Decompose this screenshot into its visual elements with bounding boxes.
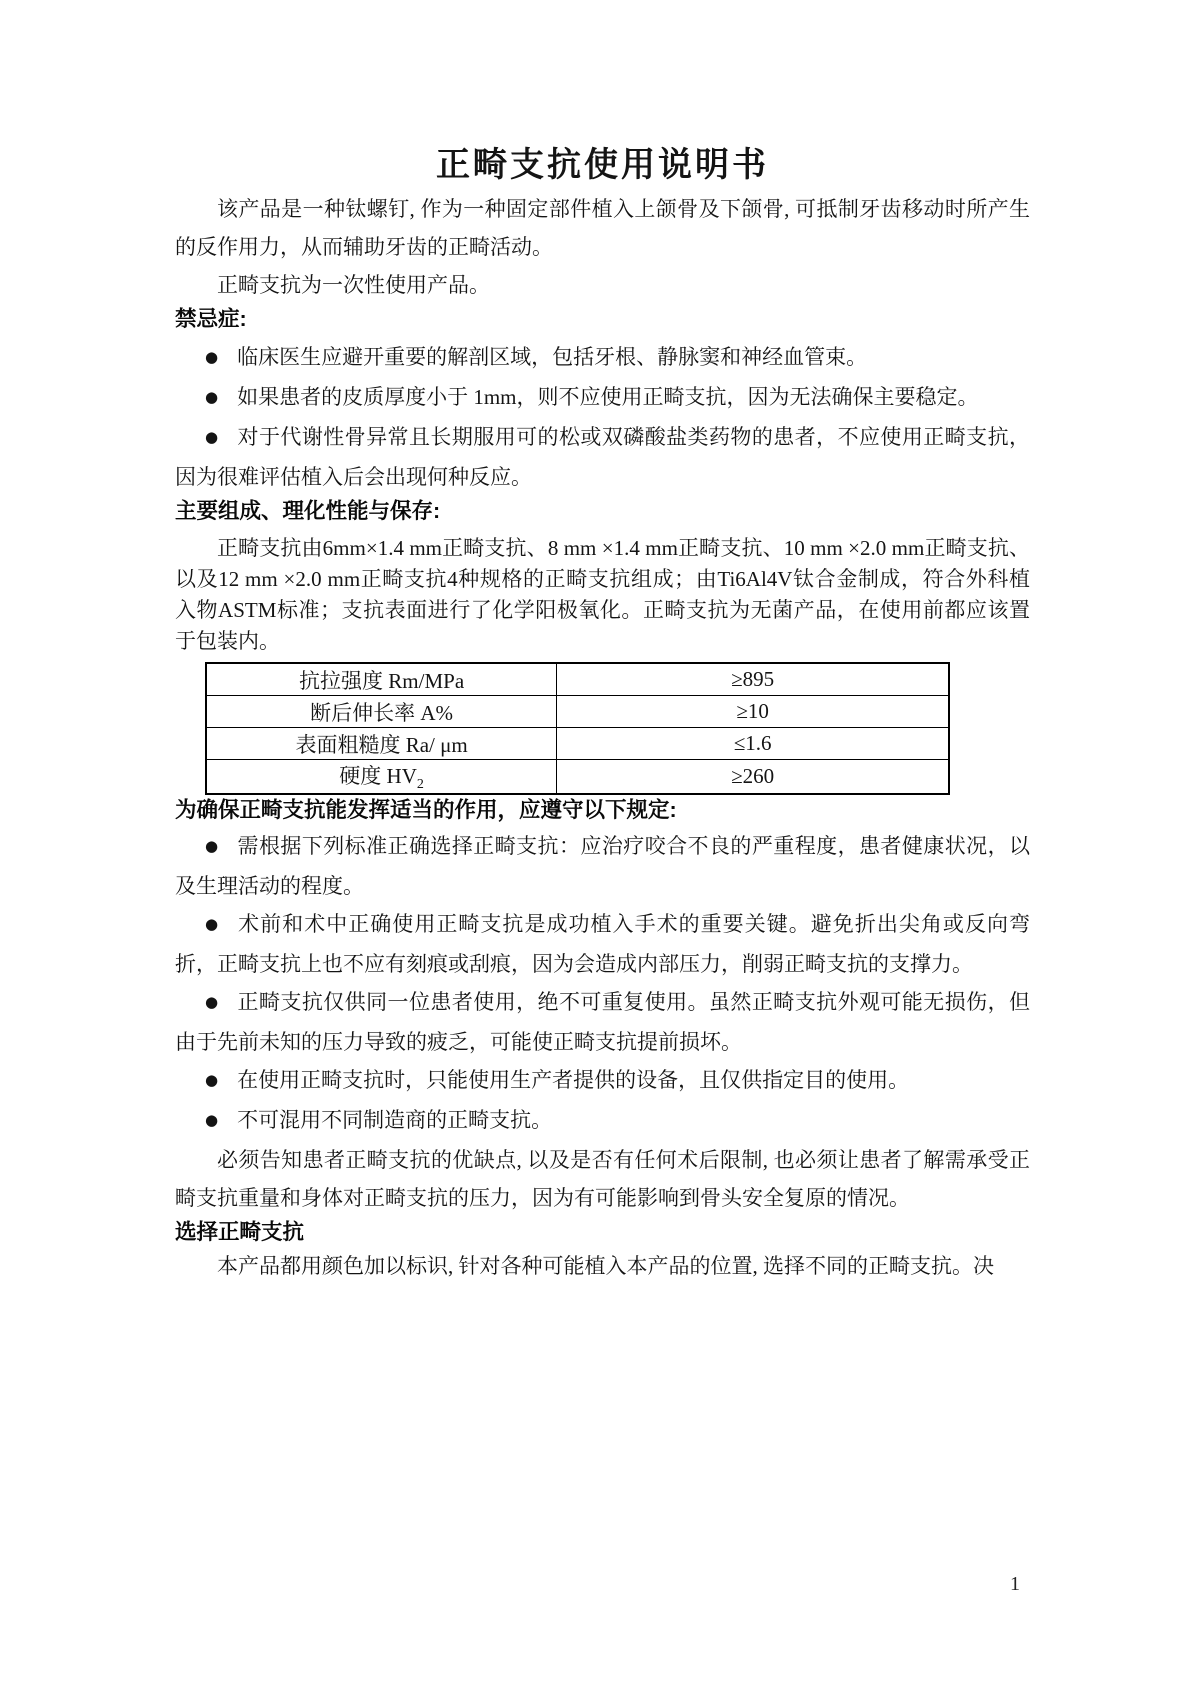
bullet-icon: ● [205,1111,219,1130]
section-heading-contraindications: 禁忌症: [175,307,247,331]
property-cell: 抗拉强度 Rm/MPa [206,663,557,696]
bullet-icon: ● [205,348,219,366]
bullet-item [175,1101,1030,1141]
bullet-icon: ● [205,388,219,406]
bullet-text: 对于代谢性骨异常且长期服用可的松或双磷酸盐类药物的患者，不应使用正畸支抗，因为很难评估植入后会出现何种反应。 [175,425,1031,489]
composition-paragraph: 正畸支抗由6mm×1.4 mm正畸支抗、8 mm ×1.4 mm正畸支抗、10 mm ×2.0 mm正畸支抗、以及12 mm ×2.0 mm正畸支抗4种规格的正畸支抗组成；由Ti6Al4V钛合金制成，符合外科植入物ASTM标准；支抗表面进行了化学阳极氧化。正畸支抗为无菌产品，在使用前都应该置于包装内。 [175,536,1030,653]
bullet-item [175,418,1030,496]
footer-page-number: 1 [1010,1573,1020,1595]
bullet-text: 在使用正畸支抗时，只能使用生产者提供的设备，且仅供指定目的使用。 [237,1068,910,1093]
bullet-text: 需根据下列标准正确选择正畸支抗：应治疗咬合不良的严重程度，患者健康状况，以及生理活动的程度。 [175,834,1031,899]
bullet-icon: ● [205,993,219,1012]
document-title: 正畸支抗使用说明书 [436,147,769,184]
selection-paragraph: 本产品都用颜色加以标识, 针对各种可能植入本产品的位置, 选择不同的正畸支抗。决 [217,1254,994,1279]
value-cell: ≤1.6 [557,728,949,760]
bullet-icon: ● [205,1071,219,1090]
table-row [206,728,949,760]
patient-notice-paragraph: 必须告知患者正畸支抗的优缺点, 以及是否有任何术后限制, 也必须让患者了解需承受正畸支抗重量和身体对正畸支抗的压力，因为有可能影响到骨头安全复原的情况。 [175,1148,1030,1211]
bullet-text: 不可混用不同制造商的正畸支抗。 [237,1108,553,1133]
table-row [206,696,949,728]
table-row [206,760,949,795]
bullet-text: 正畸支抗仅供同一位患者使用，绝不可重复使用。虽然正畸支抗外观可能无损伤，但由于先前未知的压力导致的疲乏，可能使正畸支抗提前损坏。 [175,990,1031,1055]
bullet-item [175,905,1030,983]
property-cell [206,760,557,795]
bullet-text: 如果患者的皮质厚度小于 1mm，则不应使用正畸支抗，因为无法确保主要稳定。 [237,385,979,409]
contraindications-bullet-list [175,338,1030,496]
bullet-text: 临床医生应避开重要的解剖区域，包括牙根、静脉窦和神经血管束。 [237,345,868,369]
bullet-item [175,338,1030,378]
value-cell: ≥260 [557,760,949,795]
property-text: 硬度 HV [339,764,417,788]
value-cell: ≥10 [557,696,949,728]
bullet-icon: ● [205,428,219,446]
document-content [0,142,1200,1285]
bullet-text: 术前和术中正确使用正畸支抗是成功植入手术的重要关键。避免折出尖角或反向弯折，正畸支抗上也不应有刻痕或刮痕，因为会造成内部压力，削弱正畸支抗的支撑力。 [175,912,1031,977]
property-cell: 断后伸长率 A% [206,696,557,728]
bullet-item [175,1061,1030,1101]
property-cell: 表面粗糙度 Ra/ μm [206,728,557,760]
bullet-item [175,827,1030,905]
section-heading-rules: 为确保正畸支抗能发挥适当的作用，应遵守以下规定: [175,798,677,823]
properties-table [205,662,950,795]
intro-paragraph-2: 正畸支抗为一次性使用产品。 [217,273,490,297]
intro-paragraph-1: 该产品是一种钛螺钉, 作为一种固定部件植入上颌骨及下颌骨, 可抵制牙齿移动时所产生的反作用力，从而辅助牙齿的正畸活动。 [175,197,1030,259]
bullet-item [175,378,1030,418]
rules-bullet-list [175,827,1030,1141]
section-heading-selection: 选择正畸支抗 [175,1220,305,1245]
section-heading-composition: 主要组成、理化性能与保存: [175,499,441,523]
bullet-icon: ● [205,837,219,856]
value-cell: ≥895 [557,663,949,696]
table-row [206,663,949,696]
property-subscript: 2 [416,777,424,793]
bullet-icon: ● [205,915,220,934]
bullet-item [175,983,1030,1061]
